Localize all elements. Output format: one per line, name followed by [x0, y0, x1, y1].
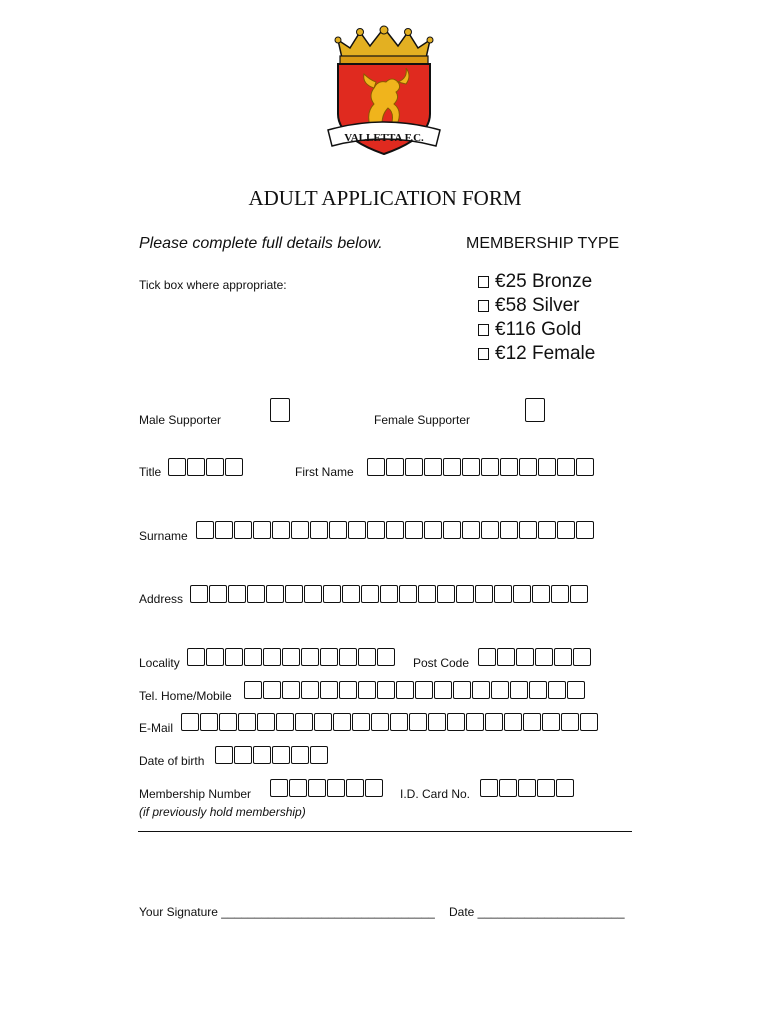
membership-note: (if previously hold membership) [139, 805, 306, 819]
form-title: ADULT APPLICATION FORM [248, 186, 522, 210]
female-supporter-checkbox[interactable] [525, 398, 545, 422]
char-box[interactable] [518, 779, 536, 797]
char-box[interactable] [557, 521, 575, 539]
char-box[interactable] [244, 681, 262, 699]
char-box[interactable] [339, 648, 357, 666]
char-box[interactable] [519, 521, 537, 539]
char-box[interactable] [253, 521, 271, 539]
char-box[interactable] [405, 458, 423, 476]
char-box[interactable] [181, 713, 199, 731]
char-box[interactable] [168, 458, 186, 476]
membership-heading: MEMBERSHIP TYPE [466, 235, 620, 252]
char-box[interactable] [462, 458, 480, 476]
id-card-label: I.D. Card No. [400, 787, 471, 801]
signature-line[interactable]: Your Signature ________________________________ [139, 905, 435, 919]
char-box[interactable] [428, 713, 446, 731]
checkbox[interactable] [478, 276, 489, 288]
char-box[interactable] [301, 648, 319, 666]
male-supporter-label: Male Supporter [139, 413, 222, 427]
char-box[interactable] [535, 648, 553, 666]
address-input[interactable] [190, 585, 588, 603]
char-box[interactable] [504, 713, 522, 731]
first-name-input[interactable] [367, 458, 594, 476]
option-label: €58 Silver [495, 295, 580, 316]
char-box[interactable] [270, 779, 288, 797]
membership-number-input[interactable] [270, 779, 383, 797]
char-box[interactable] [567, 681, 585, 699]
char-box[interactable] [367, 521, 385, 539]
char-box[interactable] [556, 779, 574, 797]
char-box[interactable] [481, 458, 499, 476]
char-box[interactable] [276, 713, 294, 731]
char-box[interactable] [361, 585, 379, 603]
char-box[interactable] [386, 521, 404, 539]
char-box[interactable] [187, 458, 205, 476]
post-code-input[interactable] [478, 648, 591, 666]
email-input[interactable] [181, 713, 598, 731]
char-box[interactable] [310, 521, 328, 539]
char-box[interactable] [434, 681, 452, 699]
char-box[interactable] [537, 779, 555, 797]
char-box[interactable] [320, 648, 338, 666]
tick-hint: Tick box where appropriate: [139, 278, 287, 292]
char-box[interactable] [291, 521, 309, 539]
char-box[interactable] [561, 713, 579, 731]
char-box[interactable] [551, 585, 569, 603]
first-name-label: First Name [295, 465, 354, 479]
char-box[interactable] [209, 585, 227, 603]
char-box[interactable] [323, 585, 341, 603]
dob-label: Date of birth [139, 754, 205, 768]
char-box[interactable] [453, 681, 471, 699]
divider [138, 831, 632, 832]
char-box[interactable] [244, 648, 262, 666]
post-code-label: Post Code [413, 656, 470, 670]
char-box[interactable] [215, 521, 233, 539]
char-box[interactable] [462, 521, 480, 539]
char-box[interactable] [301, 681, 319, 699]
tel-input[interactable] [244, 681, 585, 699]
char-box[interactable] [348, 521, 366, 539]
char-box[interactable] [225, 648, 243, 666]
char-box[interactable] [485, 713, 503, 731]
char-box[interactable] [329, 521, 347, 539]
char-box[interactable] [377, 681, 395, 699]
char-box[interactable] [215, 746, 233, 764]
char-box[interactable] [554, 648, 572, 666]
char-box[interactable] [219, 713, 237, 731]
char-box[interactable] [523, 713, 541, 731]
char-box[interactable] [282, 648, 300, 666]
char-box[interactable] [481, 521, 499, 539]
char-box[interactable] [480, 779, 498, 797]
char-box[interactable] [289, 779, 307, 797]
dob-input[interactable] [215, 746, 328, 764]
char-box[interactable] [386, 458, 404, 476]
email-label: E-Mail [139, 721, 174, 735]
char-box[interactable] [333, 713, 351, 731]
char-box[interactable] [475, 585, 493, 603]
char-box[interactable] [346, 779, 364, 797]
char-box[interactable] [272, 521, 290, 539]
char-box[interactable] [266, 585, 284, 603]
char-box[interactable] [291, 746, 309, 764]
crown-icon [335, 26, 433, 64]
char-box[interactable] [510, 681, 528, 699]
char-box[interactable] [310, 746, 328, 764]
char-box[interactable] [371, 713, 389, 731]
option-label: €12 Female [495, 343, 596, 364]
char-box[interactable] [367, 458, 385, 476]
char-box[interactable] [358, 648, 376, 666]
membership-options [478, 270, 595, 366]
char-box[interactable] [263, 648, 281, 666]
char-box[interactable] [380, 585, 398, 603]
char-box[interactable] [447, 713, 465, 731]
char-box[interactable] [187, 648, 205, 666]
char-box[interactable] [308, 779, 326, 797]
char-box[interactable] [409, 713, 427, 731]
char-box[interactable] [257, 713, 275, 731]
address-label: Address [139, 592, 184, 606]
surname-label: Surname [139, 529, 188, 543]
char-box[interactable] [263, 681, 281, 699]
intro-text: Please complete full details below. [139, 235, 383, 252]
banner-icon [328, 122, 440, 146]
char-box[interactable] [573, 648, 591, 666]
char-box[interactable] [272, 746, 290, 764]
membership-option-gold[interactable] [478, 318, 595, 342]
char-box[interactable] [358, 681, 376, 699]
char-box[interactable] [206, 458, 224, 476]
char-box[interactable] [548, 681, 566, 699]
char-box[interactable] [424, 458, 442, 476]
char-box[interactable] [497, 648, 515, 666]
checkbox[interactable] [478, 348, 489, 360]
checkbox[interactable] [478, 300, 489, 312]
char-box[interactable] [437, 585, 455, 603]
char-box[interactable] [538, 458, 556, 476]
char-box[interactable] [478, 648, 496, 666]
char-box[interactable] [247, 585, 265, 603]
char-box[interactable] [352, 713, 370, 731]
char-box[interactable] [314, 713, 332, 731]
char-box[interactable] [494, 585, 512, 603]
char-box[interactable] [196, 521, 214, 539]
char-box[interactable] [342, 585, 360, 603]
option-label: €25 Bronze [495, 271, 593, 292]
char-box[interactable] [415, 681, 433, 699]
title-input[interactable] [168, 458, 243, 476]
char-box[interactable] [320, 681, 338, 699]
char-box[interactable] [424, 521, 442, 539]
char-box[interactable] [396, 681, 414, 699]
char-box[interactable] [443, 521, 461, 539]
valletta-fc-crest-icon [322, 22, 446, 162]
char-box[interactable] [472, 681, 490, 699]
female-supporter-label: Female Supporter [374, 413, 471, 427]
char-box[interactable] [365, 779, 383, 797]
char-box[interactable] [295, 713, 313, 731]
char-box[interactable] [570, 585, 588, 603]
tel-label: Tel. Home/Mobile [139, 689, 232, 703]
char-box[interactable] [513, 585, 531, 603]
char-box[interactable] [225, 458, 243, 476]
char-box[interactable] [557, 458, 575, 476]
option-label: €116 Gold [495, 319, 582, 340]
char-box[interactable] [529, 681, 547, 699]
membership-option-female[interactable] [478, 342, 595, 366]
char-box[interactable] [576, 458, 594, 476]
char-box[interactable] [456, 585, 474, 603]
char-box[interactable] [399, 585, 417, 603]
char-box[interactable] [405, 521, 423, 539]
char-box[interactable] [253, 746, 271, 764]
char-box[interactable] [500, 458, 518, 476]
char-box[interactable] [390, 713, 408, 731]
membership-option-bronze[interactable] [478, 270, 595, 294]
id-card-input[interactable] [480, 779, 574, 797]
char-box[interactable] [190, 585, 208, 603]
char-box[interactable] [538, 521, 556, 539]
char-box[interactable] [466, 713, 484, 731]
club-logo [322, 22, 446, 162]
char-box[interactable] [377, 648, 395, 666]
surname-input[interactable] [196, 521, 594, 539]
char-box[interactable] [576, 521, 594, 539]
char-box[interactable] [516, 648, 534, 666]
checkbox[interactable] [478, 324, 489, 336]
char-box[interactable] [443, 458, 461, 476]
char-box[interactable] [580, 713, 598, 731]
char-box[interactable] [418, 585, 436, 603]
char-box[interactable] [285, 585, 303, 603]
char-box[interactable] [339, 681, 357, 699]
char-box[interactable] [206, 648, 224, 666]
char-box[interactable] [234, 521, 252, 539]
membership-number-label: Membership Number [139, 787, 252, 801]
char-box[interactable] [234, 746, 252, 764]
char-box[interactable] [304, 585, 322, 603]
char-box[interactable] [200, 713, 218, 731]
locality-input[interactable] [187, 648, 395, 666]
char-box[interactable] [491, 681, 509, 699]
char-box[interactable] [327, 779, 345, 797]
char-box[interactable] [238, 713, 256, 731]
date-line[interactable]: Date ______________________ [449, 905, 625, 919]
char-box[interactable] [519, 458, 537, 476]
char-box[interactable] [500, 521, 518, 539]
char-box[interactable] [542, 713, 560, 731]
male-supporter-checkbox[interactable] [270, 398, 290, 422]
locality-label: Locality [139, 656, 180, 670]
char-box[interactable] [228, 585, 246, 603]
char-box[interactable] [532, 585, 550, 603]
char-box[interactable] [499, 779, 517, 797]
membership-option-silver[interactable] [478, 294, 595, 318]
svg-text:VALLETTA F.C.: VALLETTA F.C. [344, 132, 424, 144]
title-label: Title [139, 465, 162, 479]
char-box[interactable] [282, 681, 300, 699]
